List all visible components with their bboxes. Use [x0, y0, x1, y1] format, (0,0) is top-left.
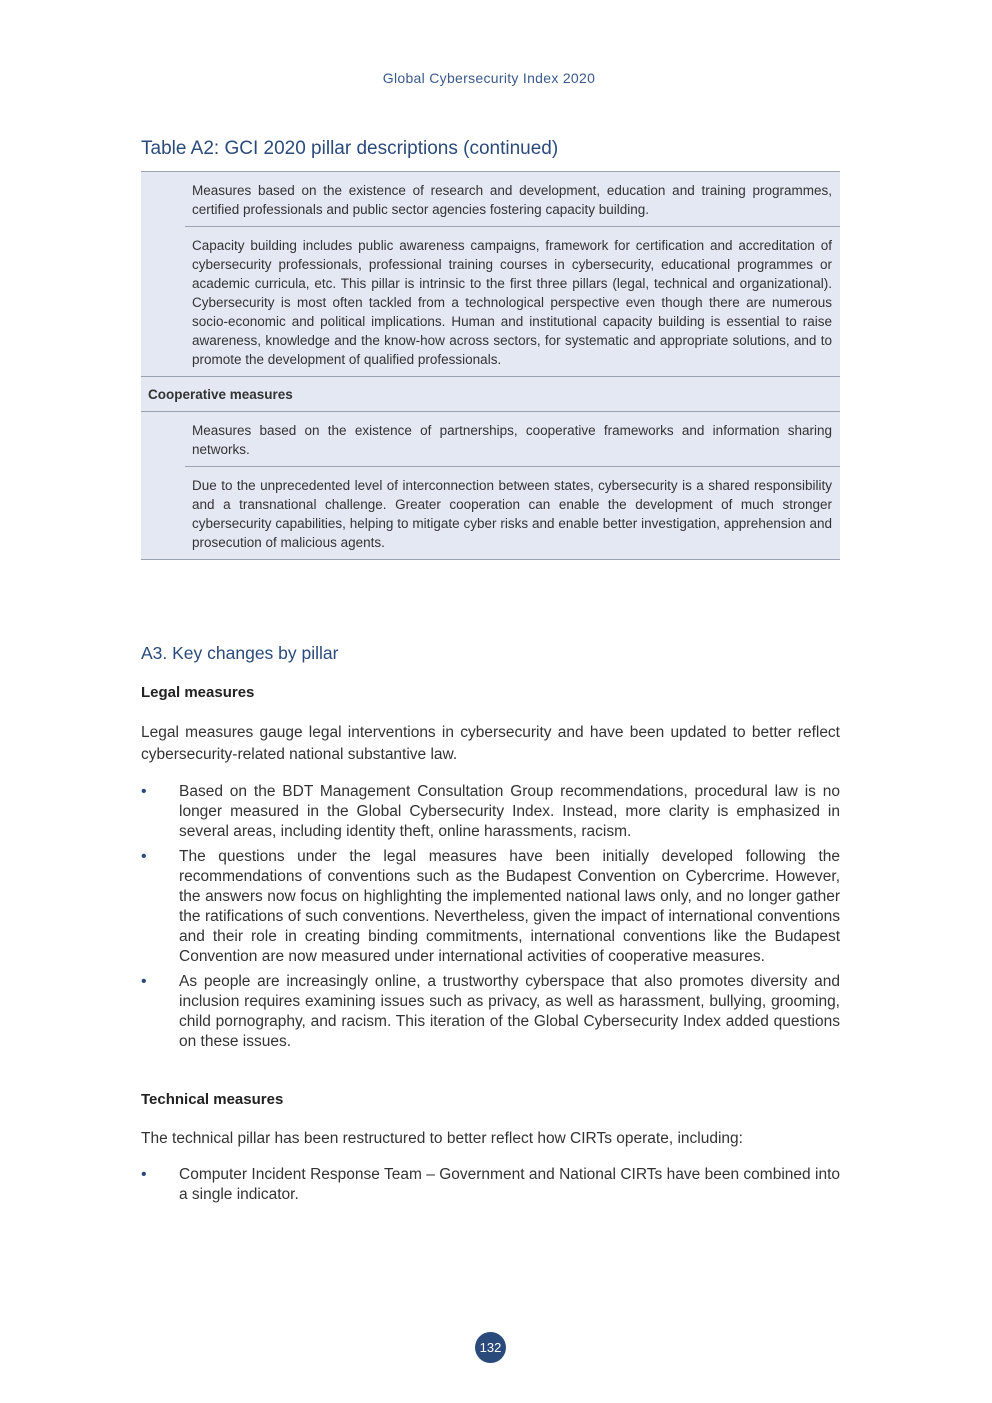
technical-measures-list	[141, 1165, 840, 1210]
list-item-text: Based on the BDT Management Consultation Group recommendations, procedural law is no longer measured in the Global Cybersecurity Index. Instead, more clarity is emphasized in several areas, including identity theft, online harassments, racism.	[179, 783, 840, 840]
technical-measures-heading: Technical measures	[141, 1091, 284, 1108]
bullet-icon: •	[141, 1166, 147, 1183]
table-title: Table A2: GCI 2020 pillar descriptions (continued)	[141, 138, 559, 159]
list-item	[141, 972, 840, 1052]
bullet-icon: •	[141, 848, 147, 865]
cooperative-definition-cell: Measures based on the existence of partnerships, cooperative frameworks and information sharing networks.	[192, 423, 832, 457]
cooperative-measures-header: Cooperative measures	[141, 377, 840, 412]
list-item	[141, 847, 840, 967]
legal-measures-list	[141, 782, 840, 1057]
legal-measures-heading: Legal measures	[141, 684, 255, 701]
list-item	[141, 1165, 840, 1205]
list-item-text: The questions under the legal measures have been initially developed following the recommendations of conventions such as the Budapest Convention on Cybercrime. However, the answers now focus on highlighting the implemented national laws only, and no longer gather the ratifications of such conventions. Nevertheless, given the impact of international conventions and their role in creating binding commitments, international conventions like the Budapest Convention are now measured under international activities of cooperative measures.	[179, 848, 840, 965]
page-number-badge: 132	[475, 1332, 506, 1363]
bullet-icon: •	[141, 973, 147, 990]
cooperative-description-cell: Due to the unprecedented level of interconnection between states, cybersecurity is a shared responsibility and a transnational challenge. Greater cooperation can enable the development of much stronger cybersecurity capabilities, helping to mitigate cyber risks and enable better investigation, apprehension and prosecution of malicious agents.	[185, 466, 840, 559]
list-item	[141, 782, 840, 842]
capacity-building-block	[141, 172, 840, 377]
bullet-icon: •	[141, 783, 147, 800]
pillar-descriptions-table	[141, 171, 840, 560]
technical-measures-intro: The technical pillar has been restructured to better reflect how CIRTs operate, including:	[141, 1130, 743, 1147]
cooperative-measures-block	[141, 412, 840, 560]
capacity-definition-cell: Measures based on the existence of research and development, education and training programmes, certified professionals and public sector agencies fostering capacity building.	[192, 183, 832, 217]
running-header: Global Cybersecurity Index 2020	[382, 70, 596, 86]
capacity-description-cell: Capacity building includes public awareness campaigns, framework for certification and accreditation of cybersecurity professionals, professional training courses in cybersecurity, educational programmes or academic curricula, etc. This pillar is intrinsic to the first three pillars (legal, technical and organizational). Cybersecurity is most often tackled from a technological perspective even though there are numerous socio-economic and political implications. Human and institutional capacity building is essential to raise awareness, knowledge and the know-how across sectors, for systematic and appropriate solutions, and to promote the development of qualified professionals.	[185, 226, 840, 376]
list-item-text: As people are increasingly online, a trustworthy cyberspace that also promotes diversity and inclusion requires examining issues such as privacy, as well as harassment, bullying, grooming, child pornography, and racism. This iteration of the Global Cybersecurity Index added questions on these issues.	[179, 973, 840, 1050]
section-title: A3. Key changes by pillar	[141, 643, 339, 663]
legal-measures-intro: Legal measures gauge legal interventions in cybersecurity and have been updated to better reflect cybersecurity-related national substantive law.	[141, 724, 840, 763]
list-item-text: Computer Incident Response Team – Government and National CIRTs have been combined into a single indicator.	[179, 1166, 840, 1203]
